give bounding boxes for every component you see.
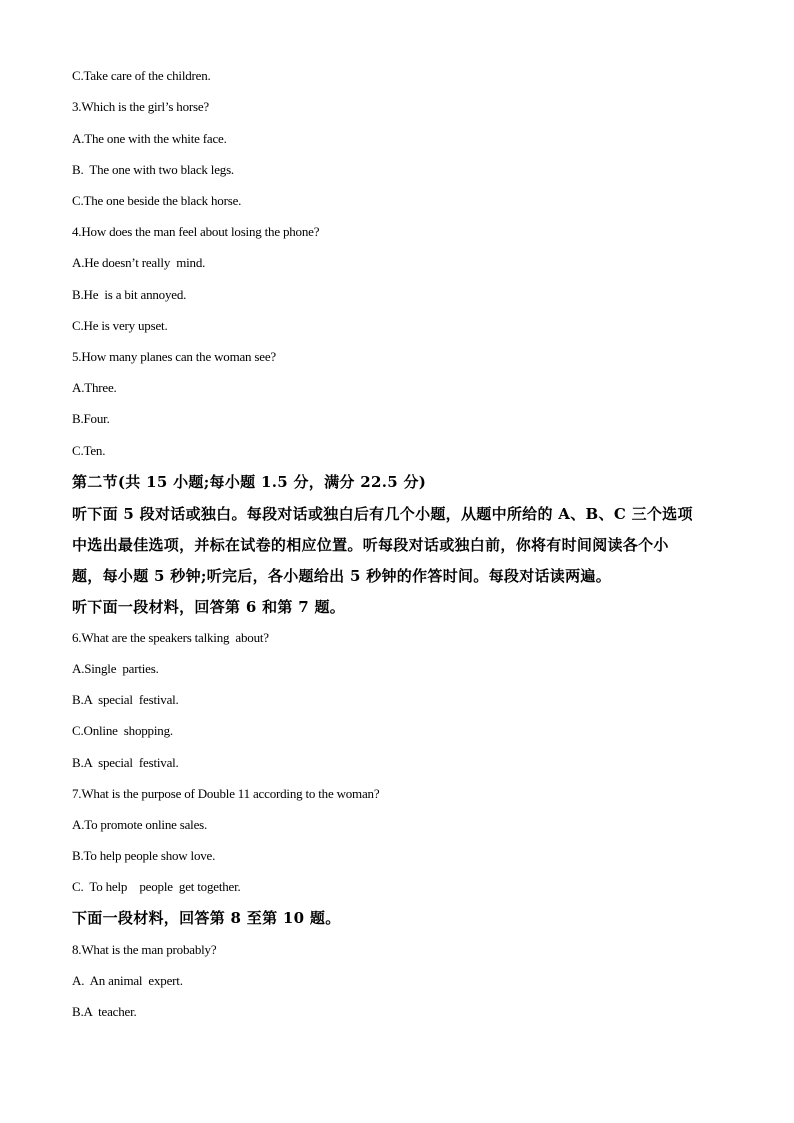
question-6: 6.What are the speakers talking about? xyxy=(72,630,269,645)
passage-heading-6-7: 听下面一段材料，回答第 6 和第 7 题。 xyxy=(72,598,346,616)
option-2c: C.Take care of the children. xyxy=(72,68,211,83)
section-heading: 第二节(共 15 小题;每小题 1.5 分，满分 22.5 分) xyxy=(72,473,427,491)
option-6b-repeat: B.A special festival. xyxy=(72,755,179,770)
option-4a: A.He doesn’t really mind. xyxy=(72,255,206,270)
instructions-line-2: 中选出最佳选项，并标在试卷的相应位置。听每段对话或独白前，你将有时间阅读各个小 xyxy=(72,536,669,554)
instructions-line-3: 题，每小题 5 秒钟;听完后，各小题给出 5 秒钟的作答时间。每段对话读两遍。 xyxy=(72,567,612,585)
question-7: 7.What is the purpose of Double 11 according to the woman? xyxy=(72,786,380,801)
option-3b: B. The one with two black legs. xyxy=(72,162,234,177)
option-5c: C.Ten. xyxy=(72,443,106,458)
instructions-line-1: 听下面 5 段对话或独白。每段对话或独白后有几个小题，从题中所给的 A、B、C 三个选项 xyxy=(72,505,693,523)
option-7a: A.To promote online sales. xyxy=(72,817,208,832)
question-4: 4.How does the man feel about losing the phone? xyxy=(72,224,320,239)
option-6b: B.A special festival. xyxy=(72,692,179,707)
passage-heading-8-10: 下面一段材料，回答第 8 至第 10 题。 xyxy=(72,909,341,927)
option-3c: C.The one beside the black horse. xyxy=(72,193,242,208)
option-8b: B.A teacher. xyxy=(72,1004,137,1019)
option-3a: A.The one with the white face. xyxy=(72,131,227,146)
option-5b: B.Four. xyxy=(72,411,110,426)
option-4b: B.He is a bit annoyed. xyxy=(72,287,187,302)
option-6c: C.Online shopping. xyxy=(72,723,173,738)
option-6a: A.Single parties. xyxy=(72,661,159,676)
question-3: 3.Which is the girl’s horse? xyxy=(72,99,210,114)
option-7b: B.To help people show love. xyxy=(72,848,216,863)
option-7c: C. To help people get together. xyxy=(72,879,241,894)
option-4c: C.He is very upset. xyxy=(72,318,168,333)
question-8: 8.What is the man probably? xyxy=(72,942,217,957)
option-5a: A.Three. xyxy=(72,380,117,395)
question-5: 5.How many planes can the woman see? xyxy=(72,349,276,364)
option-8a: A. An animal expert. xyxy=(72,973,183,988)
